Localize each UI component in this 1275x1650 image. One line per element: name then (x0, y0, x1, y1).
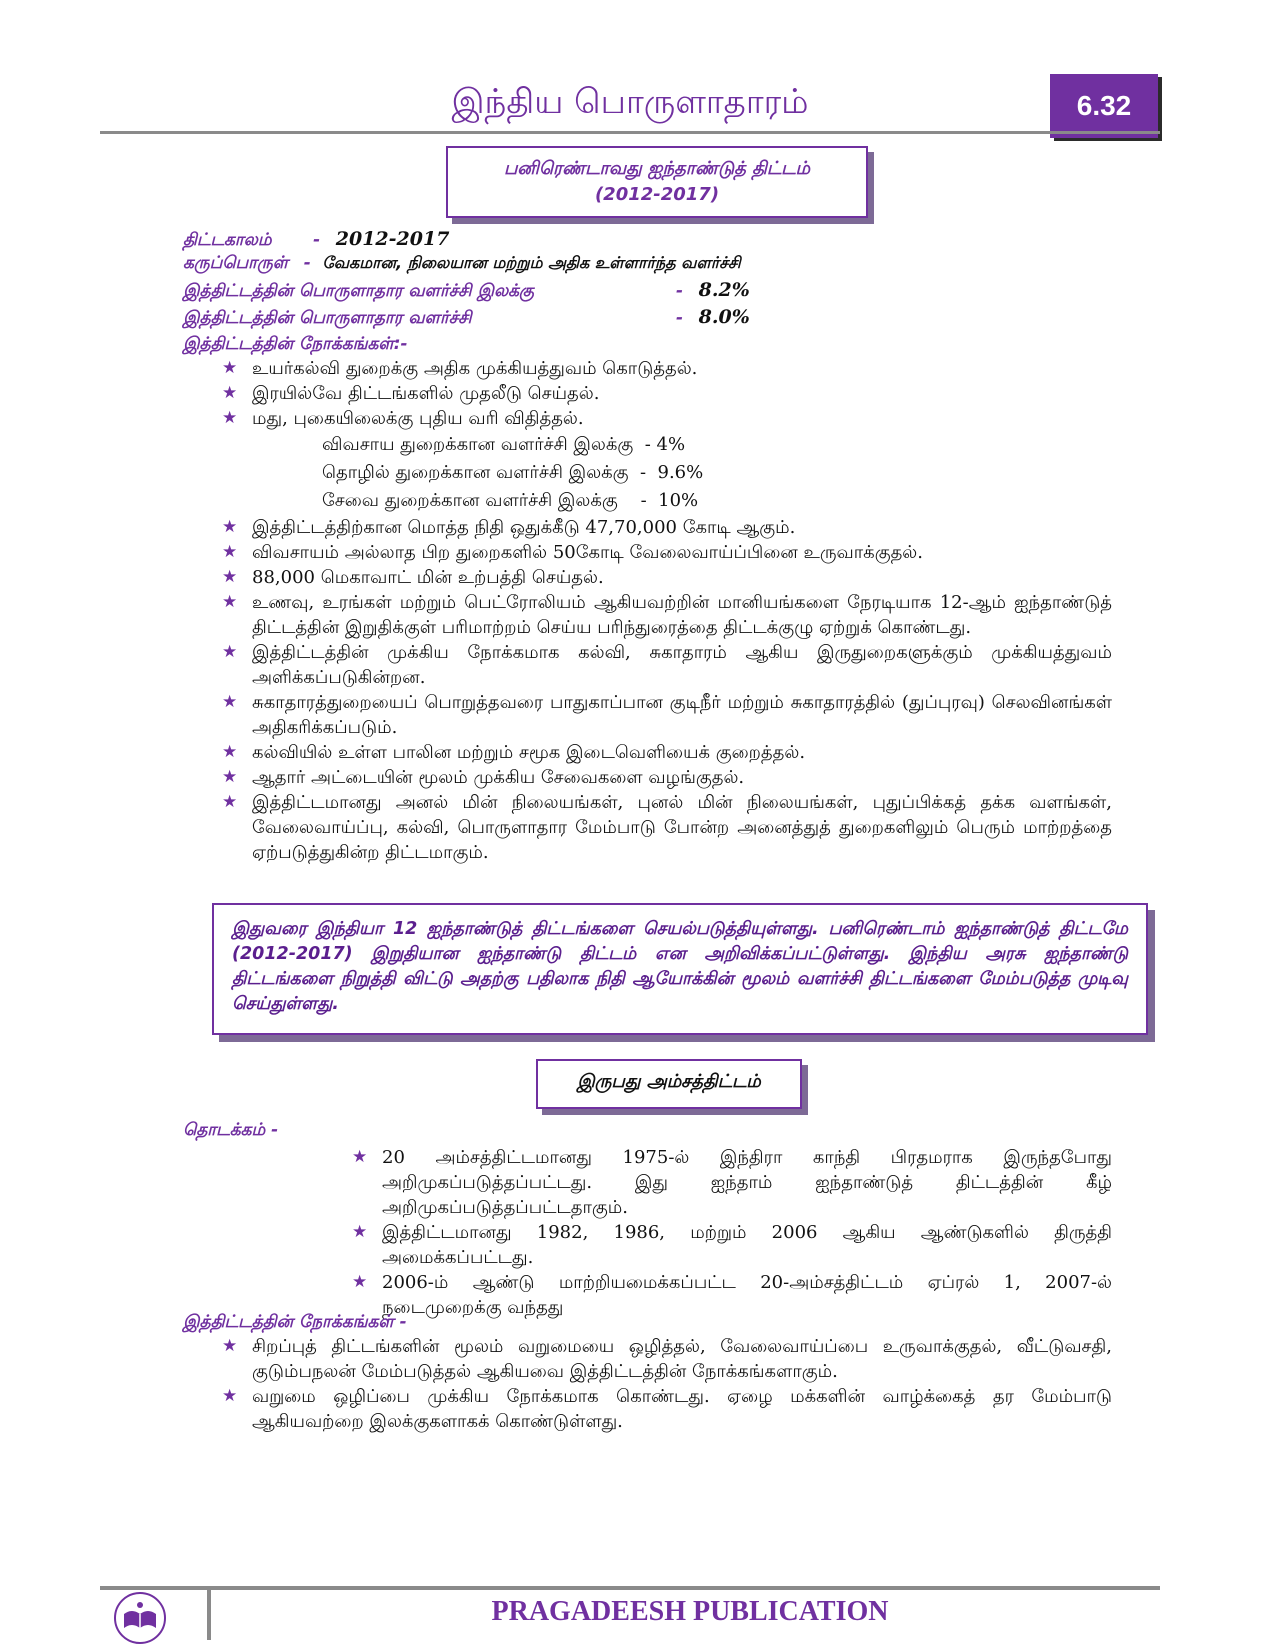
sub-target-industry: தொழில் துறைக்கான வளர்ச்சி இலக்கு - 9.6% (322, 462, 704, 483)
plan12-bullets (222, 356, 1112, 865)
star-bullet-icon: ★ (222, 383, 238, 403)
meta-key: கருப்பொருள் (183, 253, 289, 273)
book-logo-icon (112, 1590, 168, 1646)
star-bullet-icon: ★ (352, 1272, 368, 1292)
star-bullet-icon: ★ (222, 567, 238, 587)
meta-value: 8.0% (698, 306, 750, 328)
sub-target-agri: விவசாய துறைக்கான வளர்ச்சி இலக்கு - 4% (322, 434, 686, 455)
star-bullet-icon: ★ (222, 692, 238, 712)
meta-row-theme (183, 253, 741, 275)
footer-divider (207, 1586, 211, 1640)
list-item: ★ மது, புகையிலைக்கு புதிய வரி விதித்தல். (222, 408, 584, 429)
meta-value: 8.2% (698, 279, 750, 301)
meta-row-target (183, 281, 534, 303)
plan20-objectives-label: இத்திட்டத்தின் நோக்கங்கள் - (183, 1312, 407, 1332)
list-item: ★ ஆதார் அட்டையின் மூலம் முக்கிய சேவைகளை வழங்குதல். (222, 767, 745, 788)
list-item: ★ வறுமை ஒழிப்பை முக்கிய நோக்கமாக கொண்டது. ஏழை மக்களின் வாழ்க்கைத் தர மேம்பாடு ஆகியவற்றை இலக்குகளாகக் கொண்டுள்ளது. (222, 1386, 1112, 1432)
star-bullet-icon: ★ (352, 1147, 368, 1167)
list-item: ★ 88,000 மெகாவாட் மின் உற்பத்தி செய்தல். (222, 567, 604, 588)
list-item: ★ இத்திட்டமானது 1982, 1986, மற்றும் 2006 ஆகிய ஆண்டுகளில் திருத்தி அமைக்கப்பட்டது. (352, 1222, 1112, 1268)
star-bullet-icon: ★ (222, 517, 238, 537)
meta-value: வேகமான, நிலையான மற்றும் அதிக உள்ளார்ந்த வளர்ச்சி (322, 253, 741, 272)
meta-sep: - (313, 230, 321, 250)
meta-row-period (183, 228, 449, 252)
meta-sep: - (303, 253, 311, 273)
list-item: ★ இரயில்வே திட்டங்களில் முதலீடு செய்தல். (222, 383, 600, 404)
plan20-objective-bullets (222, 1334, 1112, 1434)
page-header-title: இந்திய பொருளாதாரம் (451, 82, 809, 122)
meta-sep: - (676, 308, 684, 328)
plan-note-box (212, 903, 1148, 1035)
list-item: ★ கல்வியில் உள்ள பாலின மற்றும் சமூக இடைவெளியைக் குறைத்தல். (222, 742, 806, 763)
meta-key: இத்திட்டத்தின் பொருளாதார வளர்ச்சி (183, 308, 472, 328)
star-bullet-icon: ★ (222, 792, 238, 812)
list-item: ★ விவசாயம் அல்லாத பிற துறைகளில் 50கோடி வேலைவாய்ப்பினை உருவாக்குதல். (222, 542, 923, 563)
meta-value: 2012-2017 (335, 228, 450, 250)
list-item: ★ சுகாதாரத்துறையைப் பொறுத்தவரை பாதுகாப்பான குடிநீர் மற்றும் சுகாதாரத்தில் (துப்புரவு) செலவினங்கள் அதிகரிக்கப்படும். (222, 692, 1112, 738)
plan12-objectives-label: இத்திட்டத்தின் நோக்கங்கள்:- (183, 334, 408, 354)
star-bullet-icon: ★ (222, 742, 238, 762)
star-bullet-icon: ★ (222, 358, 238, 378)
plan20-start-bullets (352, 1145, 1112, 1320)
star-bullet-icon: ★ (222, 642, 238, 662)
star-bullet-icon: ★ (222, 767, 238, 787)
plan-note-text: இதுவரை இந்தியா 12 ஐந்தாண்டுத் திட்டங்களை செயல்படுத்தியுள்ளது. பனிரெண்டாம் ஐந்தாண்டுத் திட்டமே (2012-2017) இறுதியான ஐந்தாண்டு திட்டம் என அறிவிக்கப்பட்டுள்ளது. இந்திய அரசு ஐந்தாண்டு திட்டங்களை நிறுத்தி விட்டு அதற்கு பதிலாக நிதி ஆயோக்கின் மூலம் வளர்ச்சி திட்டங்களை மேம்படுத்த முடிவு செய்துள்ளது. (232, 919, 1128, 1014)
star-bullet-icon: ★ (222, 1336, 238, 1356)
plan12-title: பனிரெண்டாவது ஐந்தாண்டுத் திட்டம் (504, 158, 810, 179)
meta-key: இத்திட்டத்தின் பொருளாதார வளர்ச்சி இலக்கு (183, 281, 535, 301)
plan20-title: இருபது அம்சத்திட்டம் (577, 1071, 761, 1092)
plan12-title-box (446, 146, 868, 218)
list-item: ★ உயர்கல்வி துறைக்கு அதிக முக்கியத்துவம் கொடுத்தல். (222, 358, 698, 379)
meta-key: திட்டகாலம் (183, 230, 272, 250)
page-number-badge: 6.32 (1050, 74, 1158, 138)
meta-row-growth (183, 308, 472, 330)
star-bullet-icon: ★ (222, 592, 238, 612)
meta-row-target-value (676, 279, 750, 301)
list-item: ★ 2006-ம் ஆண்டு மாற்றியமைக்கப்பட்ட 20-அம்சத்திட்டம் ஏப்ரல் 1, 2007-ல் நடைமுறைக்கு வந்தது (352, 1272, 1112, 1318)
list-item: ★ இத்திட்டத்திற்கான மொத்த நிதி ஒதுக்கீடு 47,70,000 கோடி ஆகும். (222, 517, 796, 538)
meta-sep: - (676, 281, 684, 301)
plan20-start-label: தொடக்கம் - (183, 1120, 279, 1140)
star-bullet-icon: ★ (222, 408, 238, 428)
header-rule (100, 131, 1160, 134)
list-item: ★ உணவு, உரங்கள் மற்றும் பெட்ரோலியம் ஆகியவற்றின் மானியங்களை நேரடியாக 12-ஆம் ஐந்தாண்டுத் திட்டத்தின் இறுதிக்குள் பரிமாற்றம் செய்ய பரிந்துரைத்தை திட்டக்குழு ஏற்றுக் கொண்டது. (222, 592, 1112, 638)
list-item: ★ இத்திட்டமானது அனல் மின் நிலையங்கள், புனல் மின் நிலையங்கள், புதுப்பிக்கத் தக்க வளங்கள், வேலைவாய்ப்பு, கல்வி, பொருளாதார மேம்பாடு போன்ற அனைத்துத் துறைகளிலும் பெரும் மாற்றத்தை ஏற்படுத்துகின்ற திட்டமாகும். (222, 792, 1112, 863)
list-item: ★ சிறப்புத் திட்டங்களின் மூலம் வறுமையை ஒழித்தல், வேலைவாய்ப்பை உருவாக்குதல், வீட்டுவசதி, குடும்பநலன் மேம்படுத்தல் ஆகியவை இத்திட்டத்தின் நோக்கங்களாகும். (222, 1336, 1112, 1382)
star-bullet-icon: ★ (352, 1222, 368, 1242)
meta-row-growth-value (676, 306, 750, 328)
plan20-title-box (536, 1059, 802, 1109)
list-item: ★ இத்திட்டத்தின் முக்கிய நோக்கமாக கல்வி, சுகாதாரம் ஆகிய இருதுறைகளுக்கும் முக்கியத்துவம் அளிக்கப்படுகின்றன. (222, 642, 1112, 688)
plan12-years: (2012-2017) (594, 184, 720, 205)
publisher-name: PRAGADEESH PUBLICATION (491, 1596, 889, 1627)
star-bullet-icon: ★ (222, 1386, 238, 1406)
list-item: ★ 20 அம்சத்திட்டமானது 1975-ல் இந்திரா காந்தி பிரதமராக இருந்தபோது அறிமுகப்படுத்தப்பட்டது. இது ஐந்தாம் ஐந்தாண்டுத் திட்டத்தின் கீழ் அறிமுகப்படுத்தப்பட்டதாகும். (352, 1147, 1112, 1218)
sub-target-service: சேவை துறைக்கான வளர்ச்சி இலக்கு - 10% (322, 490, 699, 511)
star-bullet-icon: ★ (222, 542, 238, 562)
footer-rule (100, 1586, 1160, 1590)
